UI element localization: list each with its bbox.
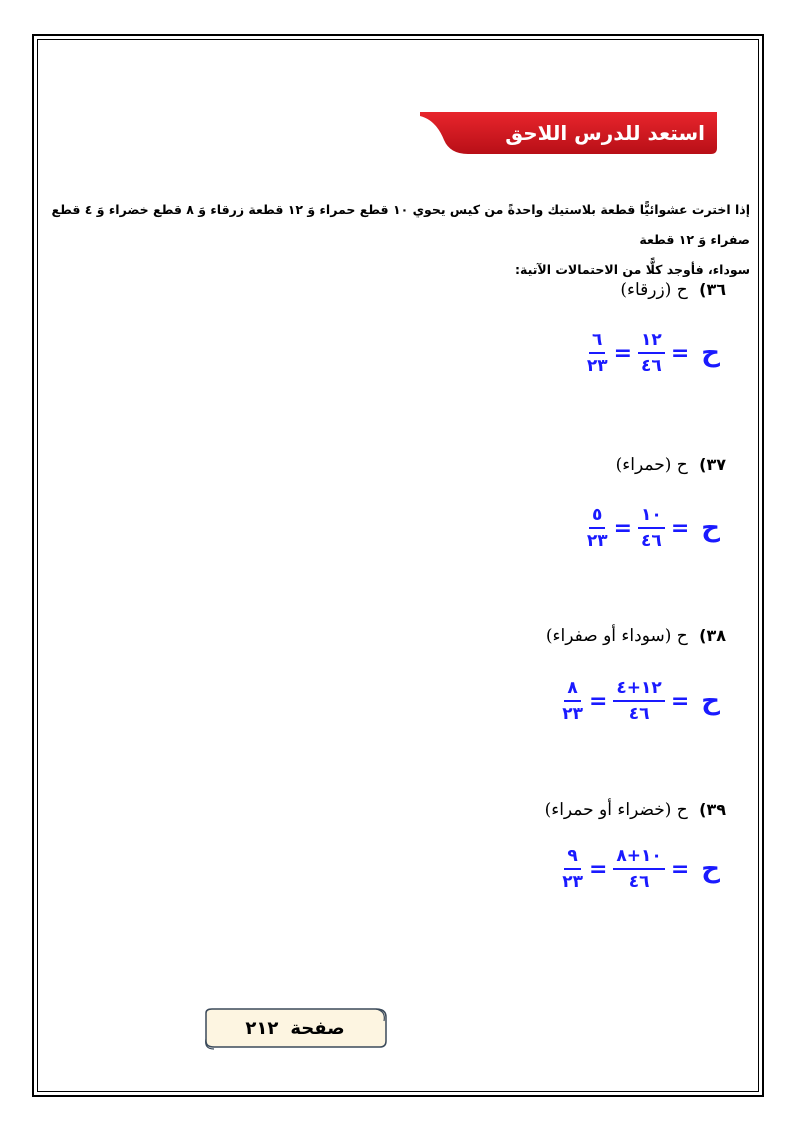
question-39 — [545, 800, 726, 820]
denominator: ٢٣ — [562, 872, 583, 892]
fraction-unsimplified — [613, 678, 664, 724]
page-number-label — [200, 1007, 390, 1053]
probability-symbol: ح — [701, 686, 720, 716]
numerator: ٥ — [589, 505, 605, 529]
fraction-unsimplified — [638, 330, 665, 376]
equals-sign: = — [588, 688, 608, 714]
equals-sign: = — [670, 340, 690, 366]
problem-statement — [50, 195, 750, 285]
denominator: ٢٣ — [586, 356, 608, 376]
probability-symbol: ح — [701, 338, 720, 368]
question-number: ٣٧) — [699, 455, 726, 474]
answer-36 — [587, 330, 720, 376]
page-number: ٢١٢ — [245, 1018, 279, 1039]
denominator: ٤٦ — [641, 531, 662, 551]
numerator: ١٢+٤ — [613, 678, 664, 702]
equals-sign: = — [613, 515, 633, 541]
denominator: ٤٦ — [628, 704, 650, 724]
numerator: ٩ — [564, 846, 580, 870]
denominator: ٤٦ — [641, 356, 662, 376]
numerator: ١٢ — [638, 330, 665, 354]
fraction-simplified — [562, 846, 583, 892]
numerator: ١٠+٨ — [613, 846, 664, 870]
denominator: ٢٣ — [586, 531, 608, 551]
equals-sign: = — [670, 515, 690, 541]
question-number: ٣٦) — [699, 280, 726, 299]
numerator: ٨ — [564, 678, 580, 702]
problem-statement-line-1: إذا اخترت عشوائيًّا قطعة بلاستيك واحدةً من كيس يحوي ١٠ قطع حمراء وَ ١٢ قطعة زرقاء وَ ٨ قطع خضراء وَ ٤ قطع صفراء وَ ١٢ قطعة — [51, 202, 750, 247]
question-number: ٣٩) — [699, 800, 726, 819]
fraction-unsimplified — [638, 505, 665, 551]
equals-sign: = — [613, 340, 633, 366]
answer-39 — [562, 846, 720, 892]
fraction-simplified — [587, 505, 608, 551]
probability-symbol: ح — [701, 513, 720, 543]
equals-sign: = — [670, 688, 690, 714]
numerator: ٦ — [589, 330, 605, 354]
question-38 — [546, 626, 726, 646]
question-number: ٣٨) — [699, 626, 726, 645]
question-text: ح (زرقاء) — [620, 280, 688, 300]
fraction-simplified — [587, 330, 608, 376]
probability-symbol: ح — [701, 854, 720, 884]
question-text: ح (خضراء أو حمراء) — [544, 800, 688, 820]
denominator: ٢٣ — [562, 704, 583, 724]
numerator: ١٠ — [638, 505, 665, 529]
fraction-simplified — [562, 678, 583, 724]
question-37 — [616, 455, 726, 475]
question-text: ح (سوداء أو صفراء) — [545, 626, 688, 646]
answer-37 — [587, 505, 720, 551]
denominator: ٤٦ — [628, 872, 650, 892]
answer-38 — [562, 678, 720, 724]
question-text: ح (حمراء) — [615, 455, 688, 475]
fraction-unsimplified — [613, 846, 664, 892]
page-label: صفحة — [290, 1018, 345, 1039]
equals-sign: = — [670, 856, 690, 882]
section-title: استعد للدرس اللاحق — [505, 121, 705, 145]
equals-sign: = — [588, 856, 608, 882]
question-36 — [620, 280, 726, 300]
problem-statement-line-2: سوداء، فأوجد كلًّا من الاحتمالات الآتية: — [515, 262, 750, 277]
